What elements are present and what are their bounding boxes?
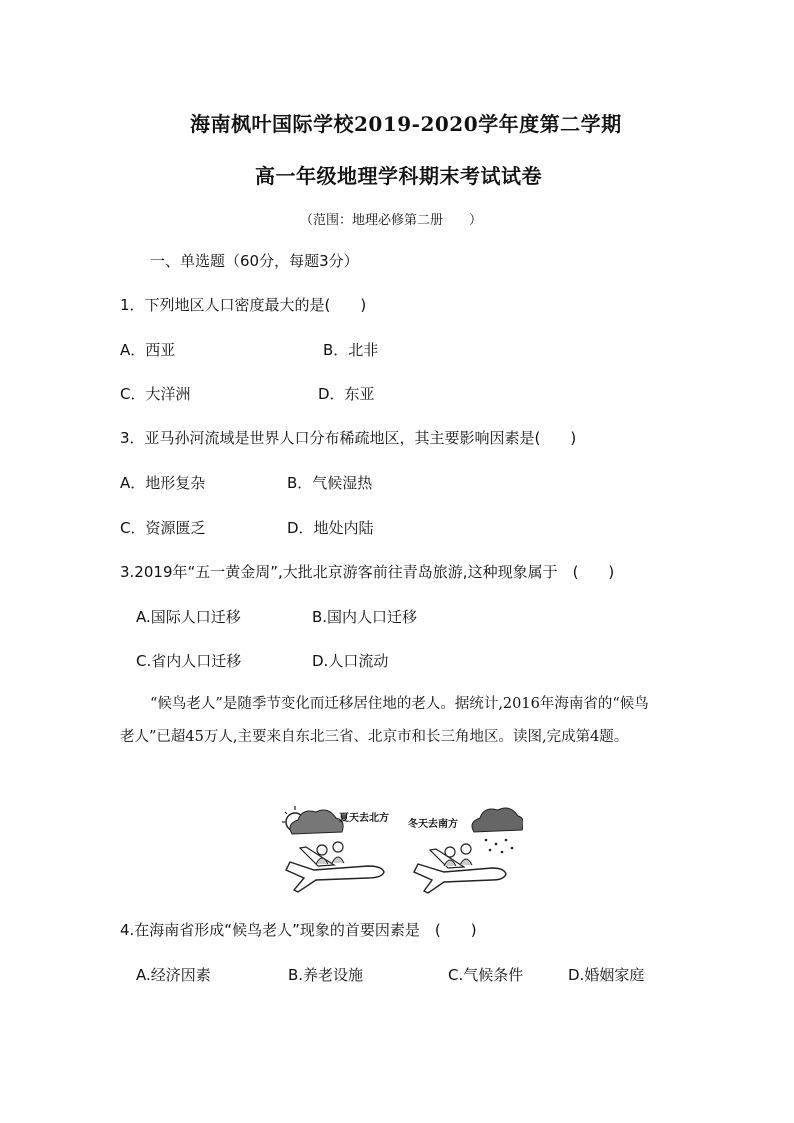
question-3b-stem: 3.2019年“五一黄金周”,大批北京游客前往青岛旅游,这种现象属于 ( ) <box>120 563 615 581</box>
question-3b-option-a: A.国际人口迁移 <box>136 608 241 626</box>
question-3a-option-b: B．气候湿热 <box>287 474 373 492</box>
question-1-option-c: C．大洋洲 <box>120 385 191 403</box>
exam-scope: （范围：地理必修第二册 ） <box>300 213 483 228</box>
question-1-option-d: D．东亚 <box>318 385 375 403</box>
exam-title-line1: 海南枫叶国际学校2019-2020学年度第二学期 <box>190 112 622 136</box>
question-4-option-b: B.养老设施 <box>288 966 364 984</box>
question-3b-option-d: D.人口流动 <box>312 652 389 670</box>
question-3a-option-a: A．地形复杂 <box>120 474 206 492</box>
question-3a-option-d: D．地处内陆 <box>287 519 374 537</box>
winter-plane-icon <box>414 844 506 893</box>
figure-label-left: 夏天去北方 <box>339 813 389 824</box>
question-4-option-d: D.婚姻家庭 <box>568 966 645 984</box>
question-4-option-a: A.经济因素 <box>136 966 211 984</box>
question-3b-option-c: C.省内人口迁移 <box>136 652 242 670</box>
question-3a-stem: 3．亚马孙河流域是世界人口分布稀疏地区，其主要影响因素是( ) <box>120 429 577 447</box>
question-3b-option-b: B.国内人口迁移 <box>312 608 418 626</box>
snow-cloud-icon <box>472 808 523 853</box>
passage-text: “候鸟老人”是随季节变化而迁移居住地的老人。据统计,2016年海南省的“候鸟老人”已超45万人,主要来自东北三省、北京市和长三角地区。读图,完成第4题。 <box>120 696 649 745</box>
exam-title-line2: 高一年级地理学科期末考试试卷 <box>255 164 542 188</box>
question-1-stem: 1．下列地区人口密度最大的是( ) <box>120 296 367 314</box>
section-heading: 一、单选题（60分，每题3分） <box>150 252 359 270</box>
question-4-option-c: C.气候条件 <box>448 966 524 984</box>
summer-plane-icon <box>286 842 384 892</box>
figure-label-right: 冬天去南方 <box>408 819 458 830</box>
question-4-stem: 4.在海南省形成“候鸟老人”现象的首要因素是 ( ) <box>120 921 477 939</box>
migratory-elderly-illustration <box>278 800 523 895</box>
question-1-option-a: A．西亚 <box>120 341 176 359</box>
question-1-option-b: B．北非 <box>323 341 379 359</box>
question-3a-option-c: C．资源匮乏 <box>120 519 206 537</box>
sun-cloud-icon <box>282 806 343 834</box>
